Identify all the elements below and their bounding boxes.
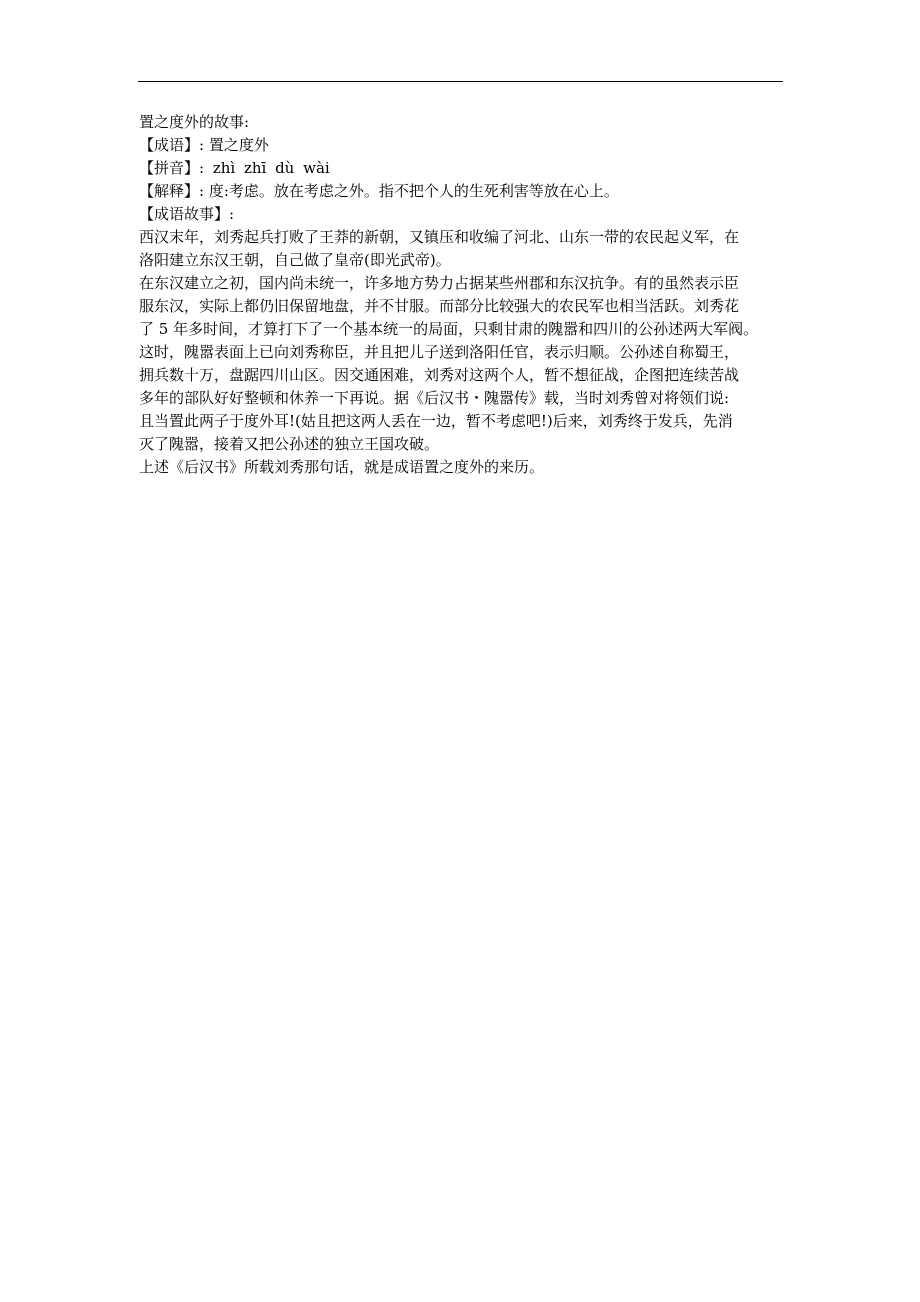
- story-conclusion: 上述《后汉书》所载刘秀那句话，就是成语置之度外的来历。: [139, 458, 545, 476]
- idiom-entry: 【成语】: 置之度外: [139, 136, 269, 154]
- story-heading: 【成语故事】:: [139, 205, 235, 223]
- story-paragraph-1-line-1: 西汉末年，刘秀起兵打败了王莽的新朝，又镇压和收编了河北、山东一带的农民起义军，在: [139, 228, 740, 246]
- story-paragraph-2-line-6: 多年的部队好好整顿和休养一下再说。据《后汉书・隗嚣传》载，当时刘秀曾对将领们说:: [139, 389, 730, 407]
- story-paragraph-2-line-7: 且当置此两子于度外耳!(姑且把这两人丢在一边，暂不考虑吧!)后来，刘秀终于发兵，先消: [139, 412, 733, 430]
- story-paragraph-2-line-3: 了 5 年多时间，才算打下了一个基本统一的局面，只剩甘肃的隗嚣和四川的公孙述两大军阀。: [139, 320, 759, 338]
- document-body: [139, 111, 783, 479]
- story-paragraph-2-line-5: 拥兵数十万，盘踞四川山区。因交通困难，刘秀对这两个人，暂不想征战，企图把连续苦战: [139, 366, 740, 384]
- header-rule: [138, 81, 783, 82]
- explanation-entry: 【解释】: 度:考虑。放在考虑之外。指不把个人的生死利害等放在心上。: [139, 182, 619, 200]
- story-paragraph-2-line-1: 在东汉建立之初，国内尚未统一，许多地方势力占据某些州郡和东汉抗争。有的虽然表示臣: [139, 274, 740, 292]
- story-paragraph-2-line-4: 这时，隗嚣表面上已向刘秀称臣，并且把儿子送到洛阳任官，表示归顺。公孙述自称蜀王，: [139, 343, 740, 361]
- story-paragraph-2-line-8: 灭了隗嚣，接着又把公孙述的独立王国攻破。: [139, 435, 440, 453]
- story-paragraph-1-line-2: 洛阳建立东汉王朝，自己做了皇帝(即光武帝)。: [139, 251, 451, 269]
- story-title: 置之度外的故事:: [139, 113, 250, 131]
- pinyin-entry: 【拼音】: zhì zhī dù wài: [139, 159, 330, 177]
- story-paragraph-2-line-2: 服东汉，实际上都仍旧保留地盘，并不甘服。而部分比较强大的农民军也相当活跃。刘秀花: [139, 297, 740, 315]
